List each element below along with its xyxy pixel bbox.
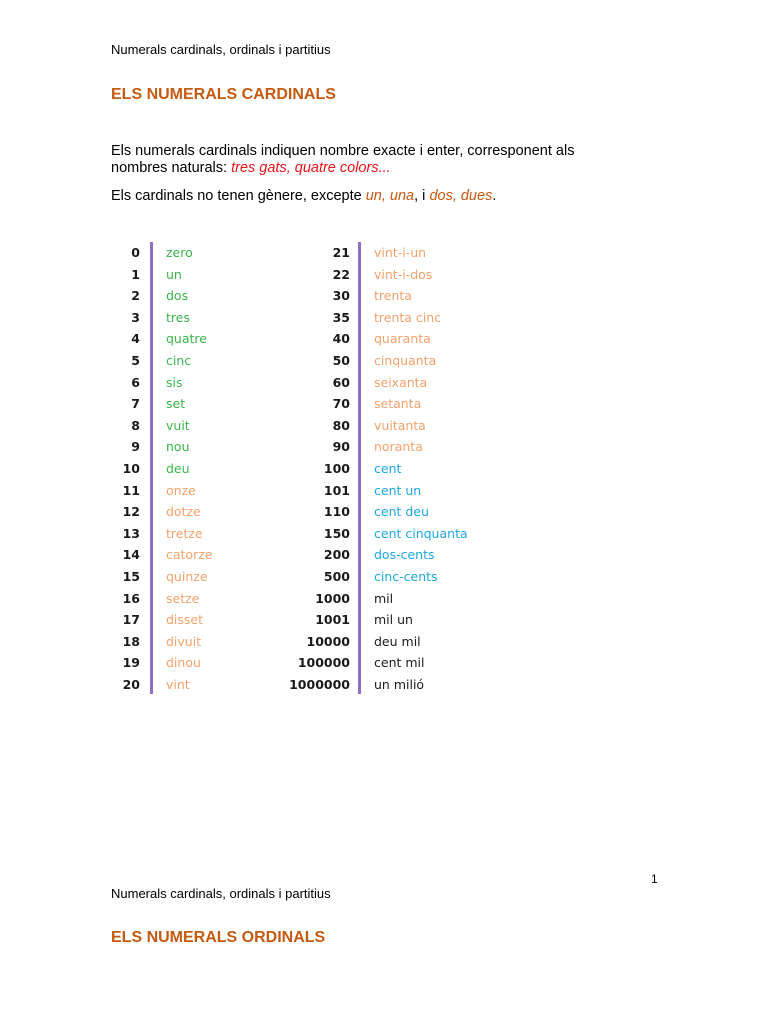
table-number: 9 — [131, 439, 140, 455]
table-word: vuit — [166, 417, 190, 433]
table-word: dos-cents — [374, 547, 435, 563]
table-word: sis — [166, 374, 183, 390]
intro-line-1: Els numerals cardinals indiquen nombre exacte i enter, corresponent als — [111, 143, 575, 159]
gender-paragraph — [111, 188, 631, 205]
intro-line-2 — [111, 160, 631, 177]
page-number: 1 — [651, 872, 658, 886]
table-number: 100 — [323, 461, 350, 476]
table-number: 1001 — [315, 612, 350, 628]
table-word: cinc — [166, 353, 192, 368]
table-number: 20 — [122, 677, 140, 692]
table-number: 1000 — [315, 590, 350, 606]
table-divider-left — [150, 242, 153, 694]
table-divider-right — [358, 242, 361, 694]
gender-text: Els cardinals no tenen gènere, excepte — [111, 188, 366, 204]
table-number: 15 — [122, 569, 140, 584]
gender-separator: , i — [414, 188, 430, 204]
table-number: 80 — [332, 417, 350, 433]
table-number: 21 — [332, 245, 350, 260]
table-word: cent — [374, 461, 402, 476]
table-number: 2 — [131, 288, 140, 304]
intro-line-2-text: nombres naturals: — [111, 160, 232, 176]
table-word: nou — [166, 439, 190, 455]
table-word: cinquanta — [374, 353, 437, 368]
table-number: 100000 — [297, 655, 350, 671]
table-number: 22 — [332, 266, 350, 282]
table-number: 7 — [131, 396, 140, 412]
table-word: noranta — [374, 439, 423, 455]
table-number: 1 — [131, 266, 140, 282]
table-word: deu — [166, 461, 190, 476]
section-title-ordinals: ELS NUMERALS ORDINALS — [111, 929, 326, 946]
table-word: cent cinquanta — [374, 525, 468, 541]
table-number: 5 — [131, 353, 140, 368]
intro-example: tres gats, quatre colors... — [231, 160, 391, 176]
gender-example-1: un, una — [365, 188, 415, 204]
table-number: 101 — [323, 482, 350, 498]
table-number: 150 — [323, 525, 350, 541]
table-word: catorze — [166, 547, 213, 563]
table-word: disset — [166, 612, 204, 628]
table-word: vint-i-un — [374, 245, 427, 260]
table-number: 10000 — [306, 633, 350, 649]
table-number: 3 — [131, 309, 140, 325]
table-number: 18 — [122, 633, 140, 649]
table-number: 30 — [332, 288, 350, 304]
table-word: tres — [166, 309, 190, 325]
table-word: divuit — [166, 633, 202, 649]
table-word: quatre — [166, 331, 207, 347]
table-number: 11 — [122, 482, 140, 498]
gender-end: . — [492, 188, 497, 204]
table-word: cent un — [374, 482, 422, 498]
table-word: cinc-cents — [374, 569, 438, 584]
table-number: 0 — [131, 245, 140, 260]
page-header: Numerals cardinals, ordinals i partitius — [111, 42, 331, 57]
table-word: setanta — [374, 396, 422, 412]
table-number: 90 — [332, 439, 350, 455]
table-word: trenta cinc — [374, 309, 442, 325]
gender-example-2: dos, dues — [429, 188, 493, 204]
table-number: 35 — [332, 309, 350, 325]
table-number: 70 — [332, 396, 350, 412]
table-number: 12 — [122, 504, 140, 520]
page-header-2: Numerals cardinals, ordinals i partitius — [111, 886, 331, 901]
table-number: 10 — [122, 461, 140, 476]
table-word: trenta — [374, 288, 412, 304]
table-number: 17 — [122, 612, 140, 628]
table-word: tretze — [166, 525, 203, 541]
table-number: 14 — [122, 547, 140, 563]
table-word: mil — [374, 590, 394, 606]
section-title-cardinals: ELS NUMERALS CARDINALS — [111, 86, 336, 103]
table-number: 500 — [323, 569, 350, 584]
table-word: vint — [166, 677, 190, 692]
table-number: 13 — [122, 525, 140, 541]
table-word: quaranta — [374, 331, 431, 347]
table-word: setze — [166, 590, 200, 606]
table-word: dotze — [166, 504, 201, 520]
table-word: set — [166, 396, 186, 412]
table-number: 200 — [323, 547, 350, 563]
table-word: zero — [166, 245, 193, 260]
table-word: un — [166, 266, 182, 282]
table-word: quinze — [166, 569, 208, 584]
table-number: 60 — [332, 374, 350, 390]
table-word: mil un — [374, 612, 413, 628]
table-number: 1000000 — [289, 677, 350, 692]
table-number: 8 — [131, 417, 140, 433]
table-number: 110 — [323, 504, 350, 520]
table-word: onze — [166, 482, 196, 498]
table-number: 16 — [122, 590, 140, 606]
table-word: vuitanta — [374, 417, 426, 433]
table-number: 40 — [332, 331, 350, 347]
table-word: deu mil — [374, 633, 421, 649]
table-word: vint-i-dos — [374, 266, 433, 282]
table-number: 50 — [332, 353, 350, 368]
table-word: cent mil — [374, 655, 425, 671]
table-number: 6 — [131, 374, 140, 390]
table-number: 4 — [131, 331, 140, 347]
table-number: 19 — [122, 655, 140, 671]
intro-paragraph — [111, 143, 631, 177]
table-word: un milió — [374, 677, 425, 692]
table-word: dinou — [166, 655, 201, 671]
table-word: seixanta — [374, 374, 428, 390]
table-word: dos — [166, 288, 189, 304]
table-word: cent deu — [374, 504, 429, 520]
